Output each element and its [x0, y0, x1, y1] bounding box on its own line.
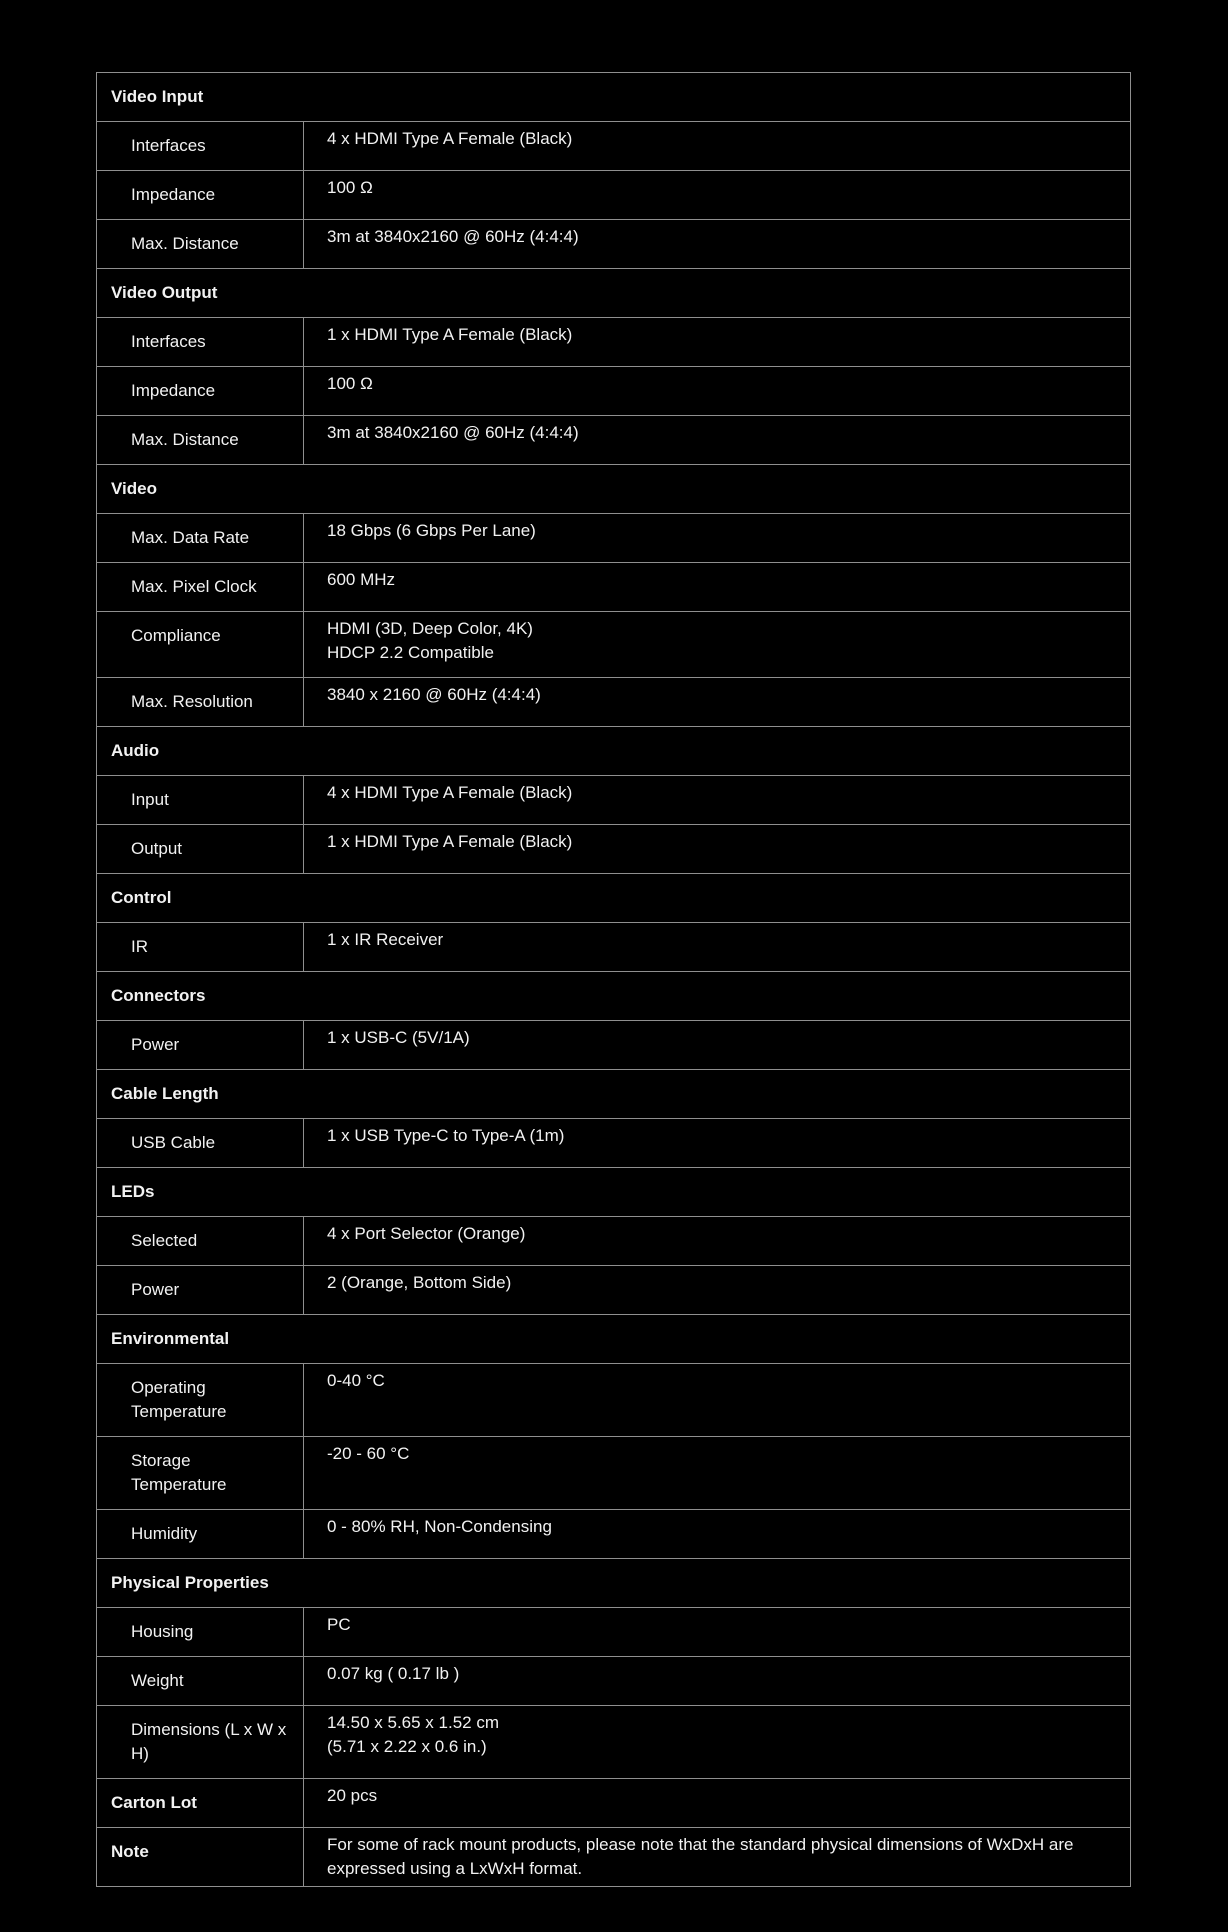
spec-label: Max. Resolution	[97, 678, 304, 727]
spec-value	[304, 1608, 1131, 1657]
spec-value	[304, 1266, 1131, 1315]
spec-value-line: 1 x HDMI Type A Female (Black)	[327, 832, 573, 851]
spec-value-line: 3m at 3840x2160 @ 60Hz (4:4:4)	[327, 227, 579, 246]
spec-value	[304, 1119, 1131, 1168]
section-header-row	[97, 269, 1131, 318]
spec-value	[304, 1437, 1131, 1510]
spec-table-body	[97, 73, 1131, 1887]
spec-row	[97, 1119, 1131, 1168]
section-header-row	[97, 1559, 1131, 1608]
spec-value	[304, 612, 1131, 678]
section-header: Cable Length	[97, 1070, 1131, 1119]
spec-value-line: 0-40 °C	[327, 1371, 385, 1390]
section-header: Video Output	[97, 269, 1131, 318]
spec-row	[97, 1706, 1131, 1779]
spec-label: Power	[97, 1266, 304, 1315]
spec-value	[304, 1510, 1131, 1559]
section-header-row	[97, 874, 1131, 923]
spec-row	[97, 612, 1131, 678]
spec-value-line: HDMI (3D, Deep Color, 4K)	[327, 619, 533, 638]
spec-row	[97, 1510, 1131, 1559]
spec-label: IR	[97, 923, 304, 972]
spec-value-line: 100 Ω	[327, 178, 373, 197]
spec-value-line: 3840 x 2160 @ 60Hz (4:4:4)	[327, 685, 541, 704]
spec-label: Operating Temperature	[97, 1364, 304, 1437]
spec-value	[304, 122, 1131, 171]
spec-value-line: 4 x HDMI Type A Female (Black)	[327, 783, 573, 802]
section-header: Environmental	[97, 1315, 1131, 1364]
spec-value	[304, 678, 1131, 727]
section-header-row	[97, 727, 1131, 776]
spec-value-line: For some of rack mount products, please note that the standard physical dimensions of WxDxH are expressed using a LxWxH format.	[327, 1835, 1074, 1878]
spec-label: Max. Pixel Clock	[97, 563, 304, 612]
spec-value-line: 2 (Orange, Bottom Side)	[327, 1273, 512, 1292]
spec-label: Storage Temperature	[97, 1437, 304, 1510]
spec-label: Impedance	[97, 367, 304, 416]
spec-value-line: 600 MHz	[327, 570, 396, 589]
spec-label: Interfaces	[97, 318, 304, 367]
spec-value	[304, 1364, 1131, 1437]
spec-row	[97, 563, 1131, 612]
spec-label: Max. Distance	[97, 416, 304, 465]
section-header-row	[97, 972, 1131, 1021]
spec-value	[304, 1706, 1131, 1779]
spec-row	[97, 776, 1131, 825]
section-value-row	[97, 1779, 1131, 1828]
spec-label: Weight	[97, 1657, 304, 1706]
spec-row	[97, 678, 1131, 727]
spec-row	[97, 1266, 1131, 1315]
spec-row	[97, 514, 1131, 563]
spec-row	[97, 1437, 1131, 1510]
spec-label: Interfaces	[97, 122, 304, 171]
spec-value-line: 18 Gbps (6 Gbps Per Lane)	[327, 521, 536, 540]
spec-row	[97, 923, 1131, 972]
spec-label: Selected	[97, 1217, 304, 1266]
spec-value-line: 0 - 80% RH, Non-Condensing	[327, 1517, 552, 1536]
spec-value-line: 20 pcs	[327, 1786, 378, 1805]
spec-value	[304, 776, 1131, 825]
spec-value-line: 1 x IR Receiver	[327, 930, 444, 949]
spec-row	[97, 1364, 1131, 1437]
section-header: Video Input	[97, 73, 1131, 122]
spec-value	[304, 923, 1131, 972]
spec-row	[97, 1657, 1131, 1706]
spec-row	[97, 171, 1131, 220]
section-header: Carton Lot	[97, 1779, 304, 1828]
section-header: Audio	[97, 727, 1131, 776]
spec-value-line: 4 x HDMI Type A Female (Black)	[327, 129, 573, 148]
spec-row	[97, 416, 1131, 465]
spec-label: Housing	[97, 1608, 304, 1657]
spec-value	[304, 1657, 1131, 1706]
spec-value	[304, 1828, 1131, 1887]
section-header: Control	[97, 874, 1131, 923]
spec-value	[304, 825, 1131, 874]
section-value-row	[97, 1828, 1131, 1887]
spec-value	[304, 220, 1131, 269]
spec-value-line: 1 x USB Type-C to Type-A (1m)	[327, 1126, 565, 1145]
section-header-row	[97, 1168, 1131, 1217]
spec-value	[304, 416, 1131, 465]
spec-value-line: 3m at 3840x2160 @ 60Hz (4:4:4)	[327, 423, 579, 442]
spec-value-line: -20 - 60 °C	[327, 1444, 410, 1463]
spec-row	[97, 1217, 1131, 1266]
spec-row	[97, 825, 1131, 874]
section-header-row	[97, 1315, 1131, 1364]
spec-label: Input	[97, 776, 304, 825]
section-header-row	[97, 1070, 1131, 1119]
spec-value-line: (5.71 x 2.22 x 0.6 in.)	[327, 1737, 487, 1756]
spec-value-line: 100 Ω	[327, 374, 373, 393]
spec-value	[304, 367, 1131, 416]
spec-value	[304, 171, 1131, 220]
spec-value	[304, 514, 1131, 563]
spec-label: USB Cable	[97, 1119, 304, 1168]
spec-row	[97, 318, 1131, 367]
spec-value	[304, 1779, 1131, 1828]
spec-label: Dimensions (L x W x H)	[97, 1706, 304, 1779]
spec-label: Output	[97, 825, 304, 874]
section-header: Video	[97, 465, 1131, 514]
spec-label: Impedance	[97, 171, 304, 220]
spec-label: Power	[97, 1021, 304, 1070]
spec-label: Max. Data Rate	[97, 514, 304, 563]
spec-row	[97, 220, 1131, 269]
spec-value-line: PC	[327, 1615, 351, 1634]
spec-row	[97, 1608, 1131, 1657]
section-header-row	[97, 73, 1131, 122]
spec-table	[96, 72, 1131, 1887]
spec-value-line: HDCP 2.2 Compatible	[327, 643, 494, 662]
spec-value	[304, 563, 1131, 612]
section-header-row	[97, 465, 1131, 514]
spec-row	[97, 1021, 1131, 1070]
spec-row	[97, 122, 1131, 171]
section-header: Connectors	[97, 972, 1131, 1021]
spec-row	[97, 367, 1131, 416]
spec-value-line: 14.50 x 5.65 x 1.52 cm	[327, 1713, 499, 1732]
spec-value-line: 4 x Port Selector (Orange)	[327, 1224, 526, 1243]
section-header: Physical Properties	[97, 1559, 1131, 1608]
spec-value-line: 1 x USB-C (5V/1A)	[327, 1028, 470, 1047]
spec-label: Humidity	[97, 1510, 304, 1559]
spec-value-line: 1 x HDMI Type A Female (Black)	[327, 325, 573, 344]
spec-value	[304, 1021, 1131, 1070]
spec-value	[304, 1217, 1131, 1266]
spec-label: Max. Distance	[97, 220, 304, 269]
spec-value	[304, 318, 1131, 367]
section-header: Note	[97, 1828, 304, 1887]
spec-label: Compliance	[97, 612, 304, 678]
spec-value-line: 0.07 kg ( 0.17 lb )	[327, 1664, 460, 1683]
section-header: LEDs	[97, 1168, 1131, 1217]
